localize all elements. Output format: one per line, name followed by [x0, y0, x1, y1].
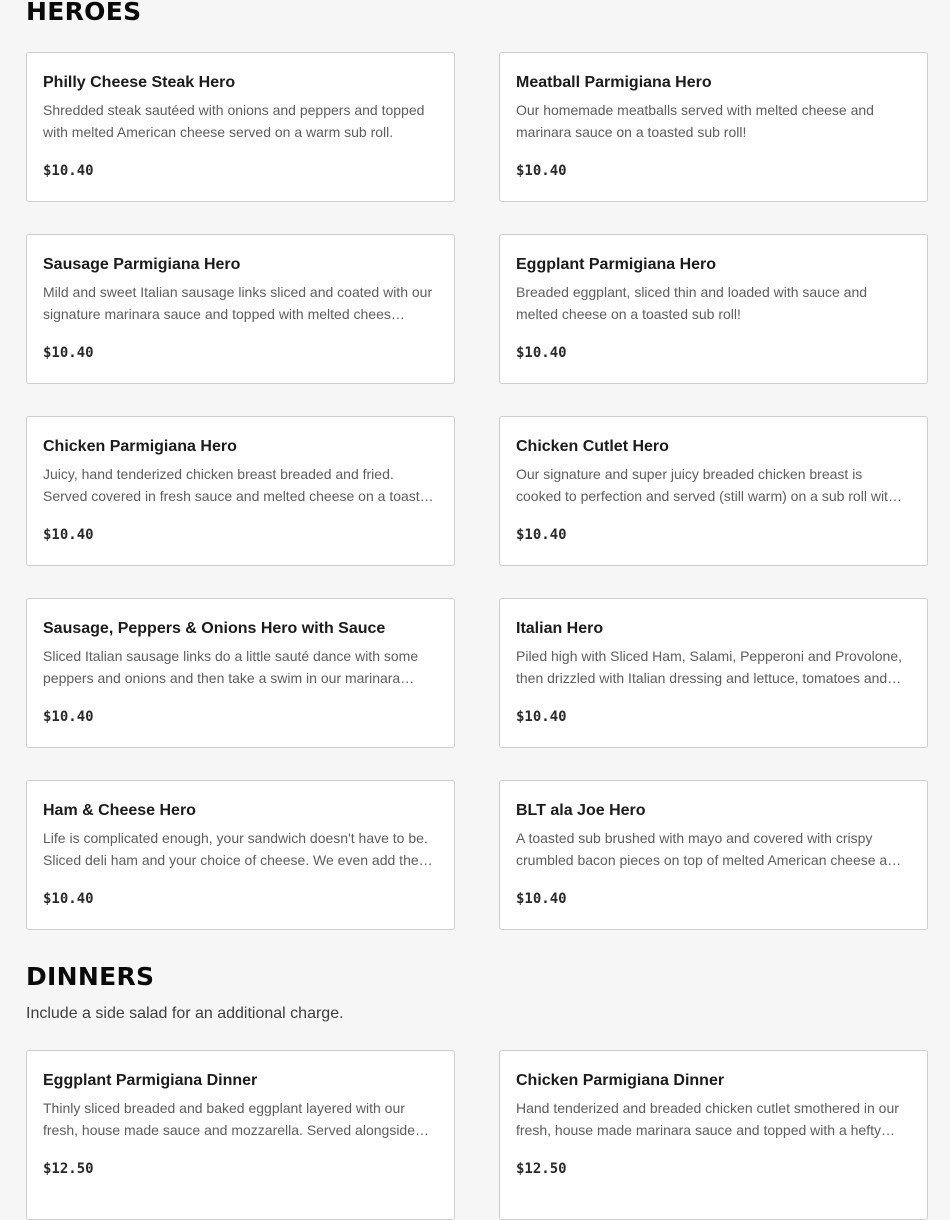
menu-item-price: $10.40	[516, 891, 567, 907]
menu-item-card[interactable]	[499, 416, 928, 566]
menu-item-name: Chicken Parmigiana Dinner	[516, 1072, 725, 1089]
menu-item-name: Sausage, Peppers & Onions Hero with Sauce	[43, 620, 386, 637]
menu-item-description: Hand tenderized and breaded chicken cutlet smothered in our fresh, house made marinara sauce and topped with a hefty…	[516, 1100, 899, 1138]
menu-item-name: Eggplant Parmigiana Hero	[516, 256, 717, 273]
menu-item-price: $10.40	[516, 345, 567, 361]
menu-item-name: BLT ala Joe Hero	[516, 802, 646, 819]
menu-item-card[interactable]	[26, 780, 455, 930]
menu-item-description: Our signature and super juicy breaded chicken breast is cooked to perfection and served (still warm) on a sub roll wit…	[516, 466, 902, 504]
menu-item-price: $10.40	[516, 163, 567, 179]
section-subtitle: Include a side salad for an additional charge.	[26, 1005, 344, 1022]
section-title: HEROES	[26, 0, 142, 26]
menu-item-name: Sausage Parmigiana Hero	[43, 256, 241, 273]
menu-item-card[interactable]	[26, 416, 455, 566]
menu-item-price: $10.40	[43, 345, 94, 361]
menu-item-name: Italian Hero	[516, 620, 604, 637]
menu-item-description: Juicy, hand tenderized chicken breast breaded and fried. Served covered in fresh sauce and melted cheese on a toast…	[43, 466, 434, 504]
menu-item-card[interactable]	[499, 52, 928, 202]
menu-item-description: A toasted sub brushed with mayo and covered with crispy crumbled bacon pieces on top of melted American cheese a…	[516, 830, 902, 868]
menu-item-card[interactable]	[26, 598, 455, 748]
menu-item-description: Piled high with Sliced Ham, Salami, Pepperoni and Provolone, then drizzled with Italian dressing and lettuce, tomatoes and…	[516, 648, 902, 686]
dinners-grid	[26, 1050, 928, 1220]
menu-item-price: $10.40	[516, 709, 567, 725]
menu-item-name: Chicken Parmigiana Hero	[43, 438, 237, 455]
menu-item-price: $10.40	[43, 527, 94, 543]
menu-item-name: Chicken Cutlet Hero	[516, 438, 669, 455]
menu-item-card[interactable]	[26, 52, 455, 202]
menu-item-description: Thinly sliced breaded and baked eggplant layered with our fresh, house made sauce and mozzarella. Served alongside…	[43, 1100, 429, 1138]
menu-item-price: $12.50	[516, 1161, 567, 1177]
menu-item-name: Meatball Parmigiana Hero	[516, 74, 712, 91]
menu-item-price: $12.50	[43, 1161, 94, 1177]
menu-item-description: Shredded steak sautéed with onions and peppers and topped with melted American cheese served on a warm sub roll.	[43, 102, 425, 140]
menu-item-description: Our homemade meatballs served with melted cheese and marinara sauce on a toasted sub roll!	[516, 102, 874, 140]
menu-item-price: $10.40	[43, 163, 94, 179]
menu-item-price: $10.40	[43, 891, 94, 907]
heroes-grid	[26, 52, 928, 930]
menu-item-card[interactable]	[499, 234, 928, 384]
menu-item-name: Philly Cheese Steak Hero	[43, 74, 236, 91]
menu-item-price: $10.40	[516, 527, 567, 543]
menu-item-description: Life is complicated enough, your sandwich doesn't have to be. Sliced deli ham and your choice of cheese. We even add the…	[43, 830, 433, 868]
menu-item-name: Eggplant Parmigiana Dinner	[43, 1072, 258, 1089]
menu-item-card[interactable]	[499, 598, 928, 748]
menu-item-card[interactable]	[26, 1050, 455, 1220]
menu-item-name: Ham & Cheese Hero	[43, 802, 196, 819]
menu-item-description: Mild and sweet Italian sausage links sliced and coated with our signature marinara sauce and topped with melted chees…	[43, 284, 433, 322]
menu-item-card[interactable]	[499, 780, 928, 930]
menu-item-price: $10.40	[43, 709, 94, 725]
section-title: DINNERS	[26, 962, 155, 991]
menu-item-card[interactable]	[499, 1050, 928, 1220]
menu-item-card[interactable]	[26, 234, 455, 384]
menu-item-description: Breaded eggplant, sliced thin and loaded with sauce and melted cheese on a toasted sub roll!	[516, 284, 868, 322]
menu-item-description: Sliced Italian sausage links do a little sauté dance with some peppers and onions and then take a swim in our marinara…	[43, 648, 419, 686]
